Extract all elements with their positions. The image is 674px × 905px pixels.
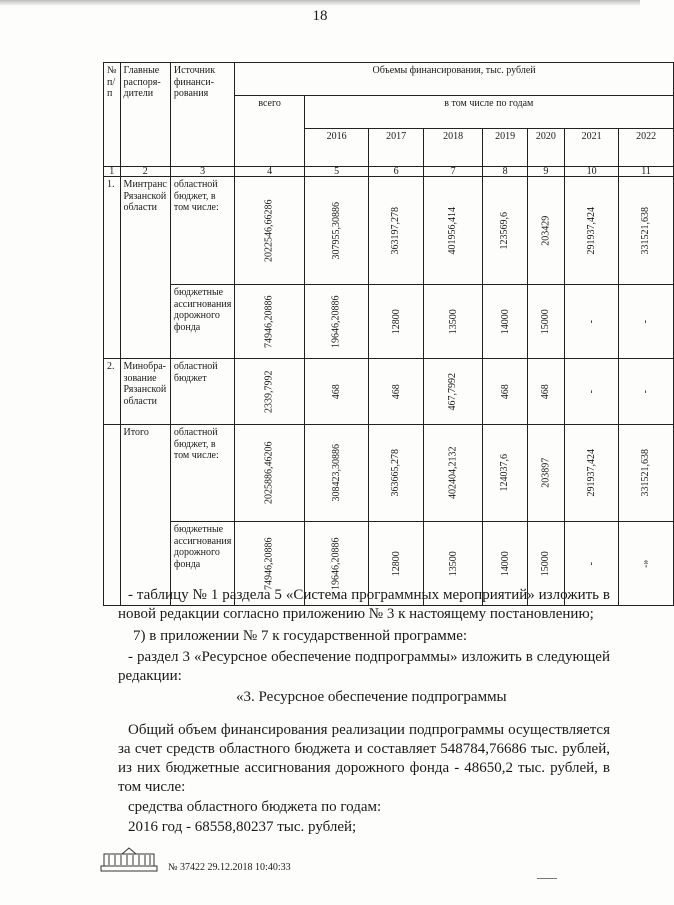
header-year: 2018 xyxy=(423,129,483,167)
paragraph-section-3: - раздел 3 «Ресурсное обеспечение подпрограммы» изложить в следующей редакции: xyxy=(118,649,610,684)
row-value: 19646,20886 xyxy=(304,522,369,606)
row-source: областной бюджет xyxy=(170,359,234,425)
row-value: 468 xyxy=(527,359,564,425)
col-number: 5 xyxy=(304,167,369,177)
paragraph-appendix-7: 7) в приложении № 7 к государственной программе: xyxy=(133,628,468,644)
row-value: 12800 xyxy=(369,285,424,359)
row-value: 401956,414 xyxy=(423,177,483,285)
row-num xyxy=(104,425,121,606)
row-value: 12800 xyxy=(369,522,424,606)
row-source: областной бюджет, в том числе: xyxy=(170,425,234,522)
row-manager: Минтранс Рязанской области xyxy=(120,177,170,359)
paragraph-total-financing: Общий объем финансирования реализации подпрограммы осуществляется за счет средств областного бюджета и составляет 548784,76686 тыс. рублей, из них бюджетные ассигнования дорожного фонда - 48650,2 тыс. рублей, в том числе: xyxy=(118,722,610,795)
header-year: 2022 xyxy=(619,129,674,167)
header-year: 2019 xyxy=(483,129,528,167)
table-row xyxy=(104,177,674,285)
scan-edge xyxy=(0,0,640,6)
row-value: 331521,638 xyxy=(619,177,674,285)
page-number: 18 xyxy=(312,8,328,24)
row-value: 15000 xyxy=(527,285,564,359)
row-num: 1. xyxy=(104,177,121,359)
col-number: 11 xyxy=(619,167,674,177)
row-manager: Итого xyxy=(120,425,170,606)
col-number: 6 xyxy=(369,167,424,177)
row-value: 15000 xyxy=(527,522,564,606)
row-value: -» xyxy=(619,522,674,606)
row-total: 74946,20886 xyxy=(235,522,305,606)
row-source: областной бюджет, в том числе: xyxy=(170,177,234,285)
col-number: 9 xyxy=(527,167,564,177)
paragraph-budget-by-years: средства областного бюджета по годам: xyxy=(128,799,382,815)
row-value: 331521,638 xyxy=(619,425,674,522)
row-value: 468 xyxy=(304,359,369,425)
row-total: 2339,7992 xyxy=(235,359,305,425)
row-value: 291937,424 xyxy=(564,177,619,285)
row-source: бюджетные ассигнования дорожного фонда xyxy=(170,285,234,359)
col-number: 8 xyxy=(483,167,528,177)
row-value: 468 xyxy=(483,359,528,425)
row-total: 2022546,66286 xyxy=(235,177,305,285)
header-year: 2017 xyxy=(369,129,424,167)
header-year: 2016 xyxy=(304,129,369,167)
row-value: 14000 xyxy=(483,285,528,359)
row-value: 363197,278 xyxy=(369,177,424,285)
header-source: Источник финанси-рования xyxy=(170,63,234,167)
section-heading: «3. Ресурсное обеспечение подпрограммы xyxy=(236,689,507,705)
row-manager: Минобра-зование Рязанской области xyxy=(120,359,170,425)
header-by-years: в том числе по годам xyxy=(304,96,673,129)
financing-table xyxy=(103,62,674,606)
registration-stamp: № 37422 29.12.2018 10:40:33 xyxy=(168,862,291,873)
row-value: - xyxy=(564,522,619,606)
col-number: 7 xyxy=(423,167,483,177)
row-value: 13500 xyxy=(423,522,483,606)
row-value: 203429 xyxy=(527,177,564,285)
header-managers: Главные распоря-дители xyxy=(120,63,170,167)
row-value: 203897 xyxy=(527,425,564,522)
row-value: - xyxy=(564,285,619,359)
col-number: 2 xyxy=(120,167,170,177)
row-value: 308423,30886 xyxy=(304,425,369,522)
row-value: 467,7992 xyxy=(423,359,483,425)
row-value: 13500 xyxy=(423,285,483,359)
col-number: 3 xyxy=(170,167,234,177)
row-value: - xyxy=(564,359,619,425)
row-source: бюджетные ассигнования дорожного фонда xyxy=(170,522,234,606)
col-number: 10 xyxy=(564,167,619,177)
row-value: 19646,20886 xyxy=(304,285,369,359)
paragraph-table-amendment: - таблицу № 1 раздела 5 «Система программных мероприятий» изложить в новой редакции согласно приложению № 3 к настоящему постановлению; xyxy=(118,587,610,622)
row-value: 402404,2132 xyxy=(423,425,483,522)
building-seal-icon xyxy=(100,846,158,872)
row-value: 14000 xyxy=(483,522,528,606)
header-volumes: Объемы финансирования, тыс. рублей xyxy=(235,63,674,96)
col-number: 4 xyxy=(235,167,305,177)
header-year: 2020 xyxy=(527,129,564,167)
paragraph-year-2016: 2016 год - 68558,80237 тыс. рублей; xyxy=(128,819,357,835)
col-number: 1 xyxy=(104,167,121,177)
header-total: всего xyxy=(235,96,305,167)
row-value: 307955,30886 xyxy=(304,177,369,285)
row-value: - xyxy=(619,285,674,359)
row-value: 468 xyxy=(369,359,424,425)
scan-mark xyxy=(537,878,557,879)
row-value: 291937,424 xyxy=(564,425,619,522)
row-num: 2. xyxy=(104,359,121,425)
row-value: - xyxy=(619,359,674,425)
row-total: 74946,20886 xyxy=(235,285,305,359)
header-year: 2021 xyxy=(564,129,619,167)
header-num: № п/п xyxy=(104,63,121,167)
table-row xyxy=(104,359,674,425)
row-total: 2025886,46206 xyxy=(235,425,305,522)
row-value: 124037,6 xyxy=(483,425,528,522)
table-row xyxy=(104,285,674,359)
row-value: 123569,6 xyxy=(483,177,528,285)
row-value: 363665,278 xyxy=(369,425,424,522)
table-row xyxy=(104,425,674,522)
